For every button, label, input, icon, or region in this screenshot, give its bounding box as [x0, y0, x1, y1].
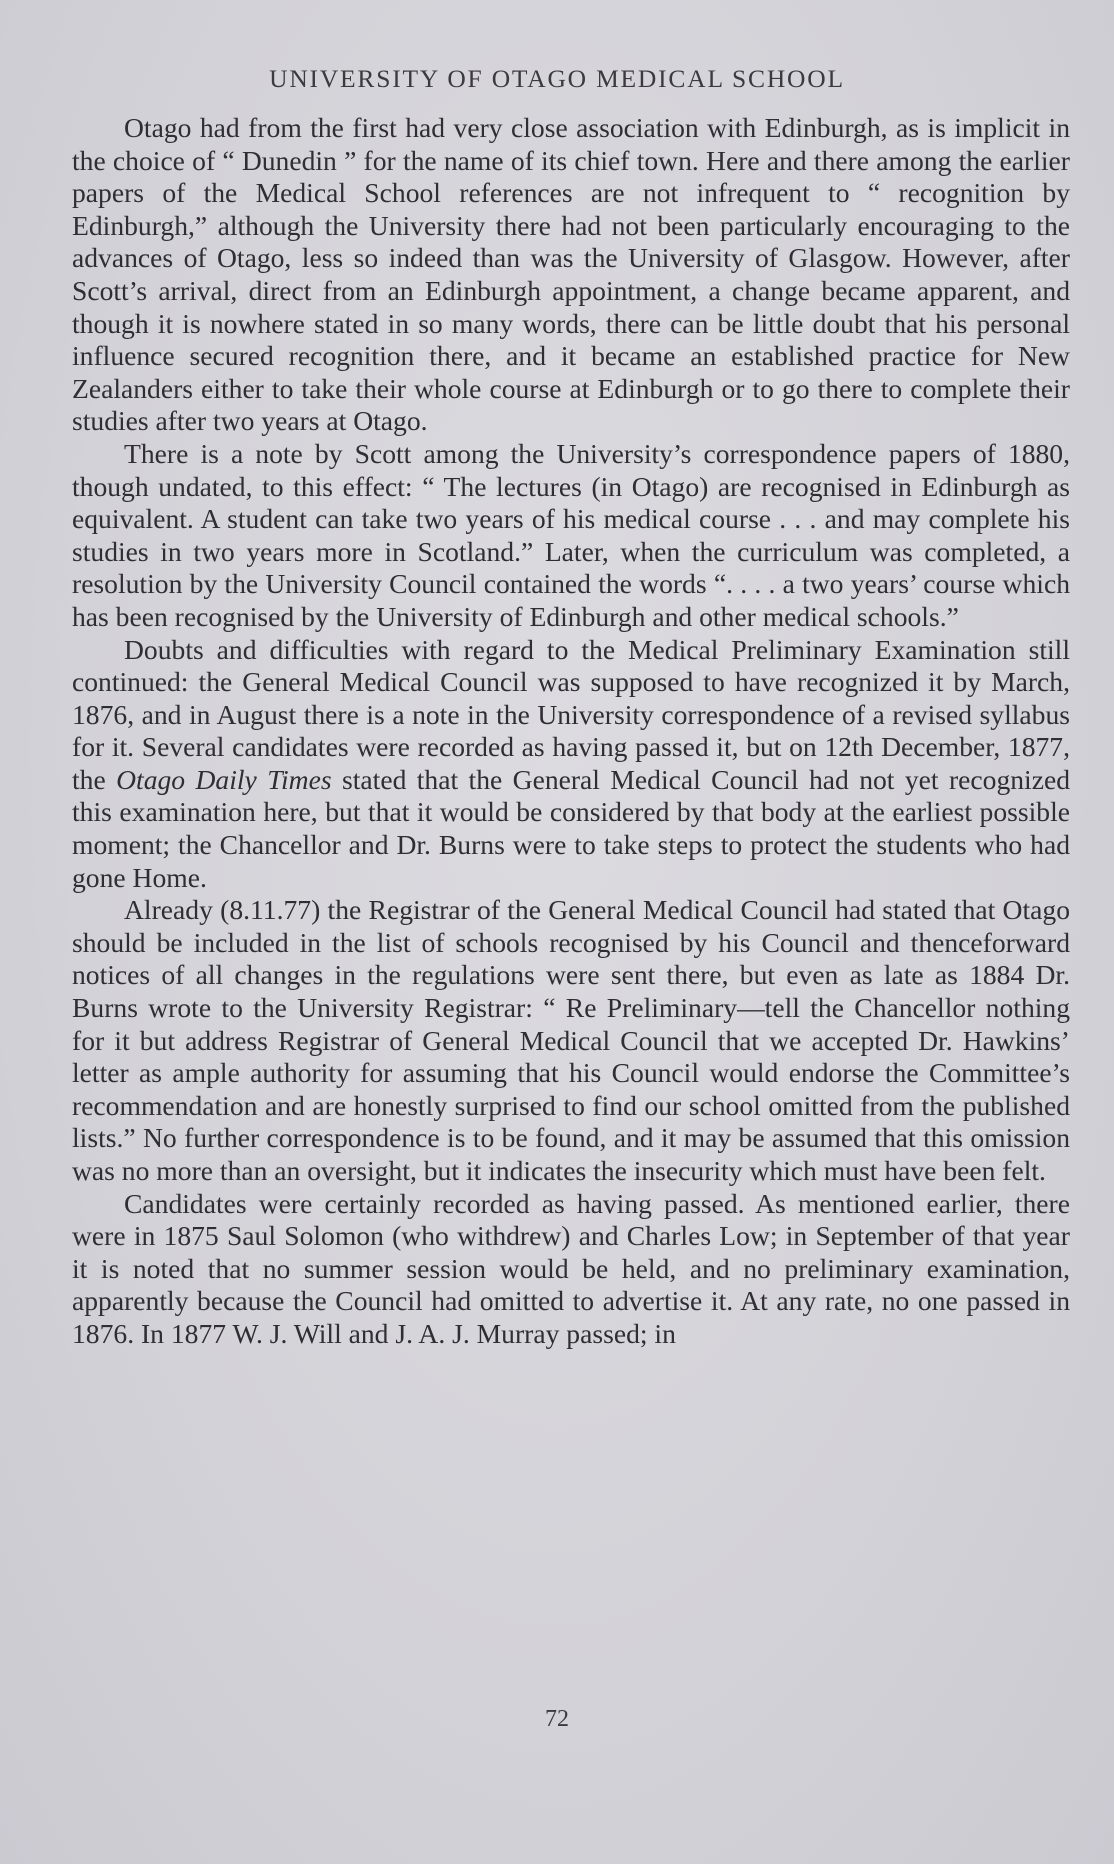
paragraph-text-after: stated that the General Medical Council had not yet recognized this examination here, but that it would be considered by that body at the earliest possible moment; the Chancellor and Dr. Burns were to take steps to protect the students who had gone Home.: [72, 763, 1070, 893]
paragraph-edinburgh-association: Otago had from the first had very close association with Edinburgh, as is implicit in the choice of “ Dunedin ” for the name of its chief town. Here and there among the earlier papers of the Medical School references are not infrequent to “ recognition by Edinburgh,” although the University there had not been particularly encouraging to the advances of Otago, less so indeed than was the University of Glasgow. However, after Scott’s arrival, direct from an Edinburgh appointment, a change became apparent, and though it is nowhere stated in so many words, there can be little doubt that his personal influence secured recognition there, and it became an established practice for New Zealanders either to take their whole course at Edinburgh or to go there to complete their studies after two years at Otago.: [72, 112, 1070, 437]
body-text: [72, 112, 1070, 1351]
paragraph-candidates: Candidates were certainly recorded as having passed. As mentioned earlier, there were in 1875 Saul Solomon (who withdrew) and Charles Low; in September of that year it is noted that no summer session would be held, and no preliminary examination, apparently because the Council had omitted to advertise it. At any rate, no one passed in 1876. In 1877 W. J. Will and J. A. J. Murray passed; in: [72, 1187, 1070, 1349]
paragraph-text-before: Doubts and difficulties with regard to the Medical Preliminary Examination still continued: the General Medical Council was supposed to have recognized it by March, 1876, and in August there is a note in the University correspondence of a revised syllabus for it. Several candidates were recorded as having passed it, but on 12th December, 1877, the: [72, 633, 1070, 795]
newspaper-title: Otago Daily Times: [116, 763, 332, 795]
page-number: 72: [545, 1706, 569, 1732]
paragraph-registrar: Already (8.11.77) the Registrar of the General Medical Council had stated that Otago should be included in the list of schools recognised by his Council and thenceforward notices of all changes in the regulations were sent there, but even as late as 1884 Dr. Burns wrote to the University Registrar: “ Re Preliminary—tell the Chancellor nothing for it but address Registrar of General Medical Council that we accepted Dr. Hawkins’ letter as ample authority for assuming that his Council would endorse the Committee’s recommendation and are honestly surprised to find our school omitted from the published lists.” No further correspondence is to be found, and it may be assumed that this omission was no more than an oversight, but it indicates the insecurity which must have been felt.: [72, 894, 1070, 1186]
running-head: UNIVERSITY OF OTAGO MEDICAL SCHOOL: [269, 64, 845, 93]
paragraph-scott-note: There is a note by Scott among the University’s correspondence papers of 1880, though undated, to this effect: “ The lectures (in Otago) are recognised in Edinburgh as equivalent. A student can take two years of his medical course . . . and may complete his studies in two years more in Scotland.” Later, when the curriculum was completed, a resolution by the University Council contained the words “. . . . a two years’ course which has been recognised by the University of Edinburgh and other medical schools.”: [72, 437, 1070, 632]
paragraph-preliminary-examination: [72, 634, 1070, 895]
